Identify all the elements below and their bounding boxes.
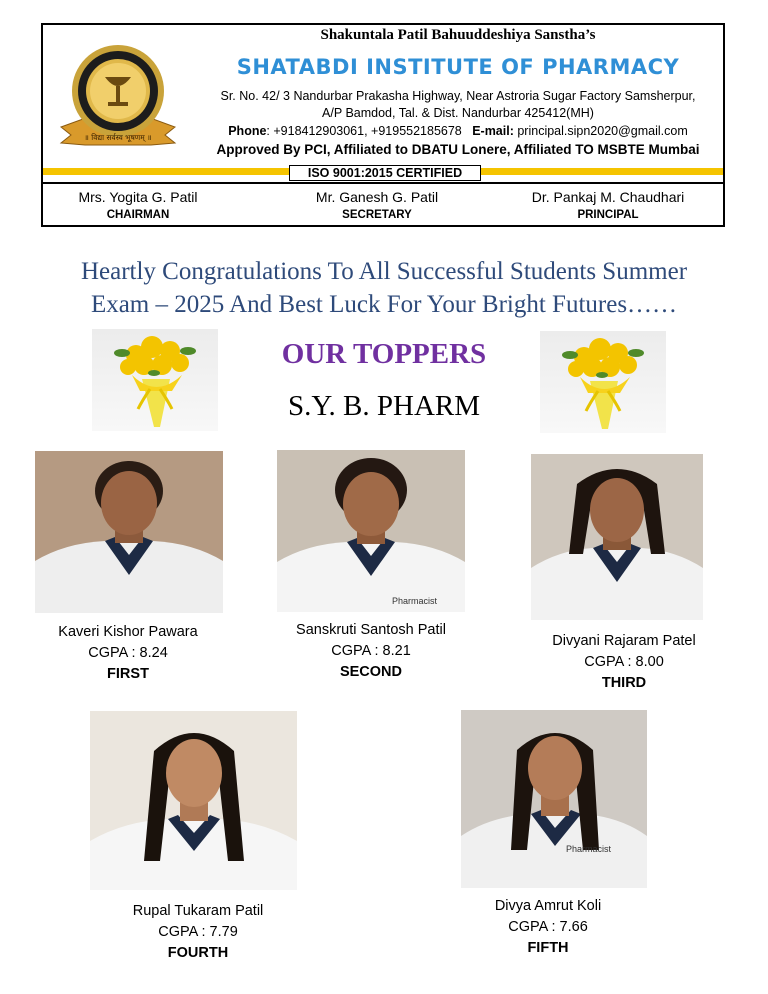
student-rank: FOURTH	[167, 945, 229, 961]
student-caption-2	[271, 620, 471, 683]
bouquet-image-left	[92, 329, 218, 431]
iso-bar-left	[43, 168, 289, 175]
institute-logo	[53, 39, 183, 159]
student-name: Rupal Tukaram Patil	[132, 903, 264, 919]
trust-name: Shakuntala Patil Bahuuddeshiya Sanstha’s	[320, 27, 596, 43]
address	[193, 88, 723, 122]
email-address: principal.sipn2020@gmail.com	[513, 124, 688, 138]
student-caption-4	[98, 901, 298, 964]
student-photo-1	[35, 451, 223, 613]
student-cgpa: CGPA : 8.21	[331, 643, 411, 659]
phone-label: Phone	[228, 124, 267, 138]
student-cgpa: CGPA : 7.79	[158, 924, 238, 940]
official-name: Mrs. Yogita G. Patil	[78, 189, 198, 205]
address-line-1: Sr. No. 42/ 3 Nandurbar Prakasha Highway, Near Astroria Sugar Factory Samsherpur,	[220, 89, 696, 103]
iso-certified-badge: ISO 9001:2015 CERTIFIED	[289, 165, 481, 181]
approval-line: Approved By PCI, Affiliated to DBATU Lonere, Affiliated TO MSBTE Mumbai	[216, 142, 700, 157]
student-name: Kaveri Kishor Pawara	[58, 624, 198, 640]
student-name: Sanskruti Santosh Patil	[296, 622, 446, 638]
course-heading: S.Y. B. PHARM	[287, 390, 481, 422]
svg-text:Pharmacist: Pharmacist	[391, 596, 437, 606]
student-photo-5	[461, 710, 647, 888]
official-role: CHAIRMAN	[106, 209, 170, 221]
student-name: Divyani Rajaram Patel	[552, 633, 696, 649]
svg-text:॥ विद्या सर्वस्व भूषणम् ॥: ॥ विद्या सर्वस्व भूषणम् ॥	[84, 133, 152, 142]
iso-bar-right	[481, 168, 723, 175]
contact-line	[193, 124, 723, 138]
official-name: Mr. Ganesh G. Patil	[315, 189, 439, 205]
toppers-heading: OUR TOPPERS	[281, 338, 487, 370]
email-label: E-mail:	[472, 124, 514, 138]
student-photo-3	[531, 454, 703, 620]
phone-numbers: : +918412903061, +919552185678	[266, 124, 462, 138]
official-role: PRINCIPAL	[577, 209, 639, 221]
student-rank: FIFTH	[527, 940, 569, 956]
address-line-2: A/P Bamdod, Tal. & Dist. Nandurbar 425412(MH)	[322, 106, 594, 120]
official-secretary	[287, 189, 467, 221]
official-principal	[503, 189, 713, 221]
official-chairman	[53, 189, 223, 221]
student-caption-3	[524, 631, 724, 694]
student-cgpa: CGPA : 8.00	[584, 654, 664, 670]
student-caption-1	[28, 622, 228, 685]
student-cgpa: CGPA : 8.24	[88, 645, 168, 661]
student-caption-5	[448, 896, 648, 959]
student-name: Divya Amrut Koli	[494, 898, 602, 914]
congratulations-message	[30, 255, 738, 321]
student-rank: SECOND	[339, 664, 403, 680]
student-cgpa: CGPA : 7.66	[508, 919, 588, 935]
bouquet-image-right	[540, 331, 666, 433]
student-rank: FIRST	[107, 666, 149, 682]
student-photo-2	[277, 450, 465, 612]
header-divider	[43, 182, 723, 184]
official-role: SECRETARY	[342, 209, 412, 221]
official-name: Dr. Pankaj M. Chaudhari	[531, 189, 685, 205]
student-rank: THIRD	[601, 675, 647, 691]
congrats-line-2: Exam – 2025 And Best Luck For Your Bright Futures……	[90, 291, 678, 318]
svg-text:Pharmacist: Pharmacist	[565, 844, 611, 854]
letterhead	[41, 23, 725, 227]
student-photo-4	[90, 711, 297, 890]
institute-name: SHATABDI INSTITUTE OF PHARMACY	[236, 55, 680, 79]
congrats-line-1: Heartly Congratulations To All Successful Students Summer	[80, 258, 688, 285]
